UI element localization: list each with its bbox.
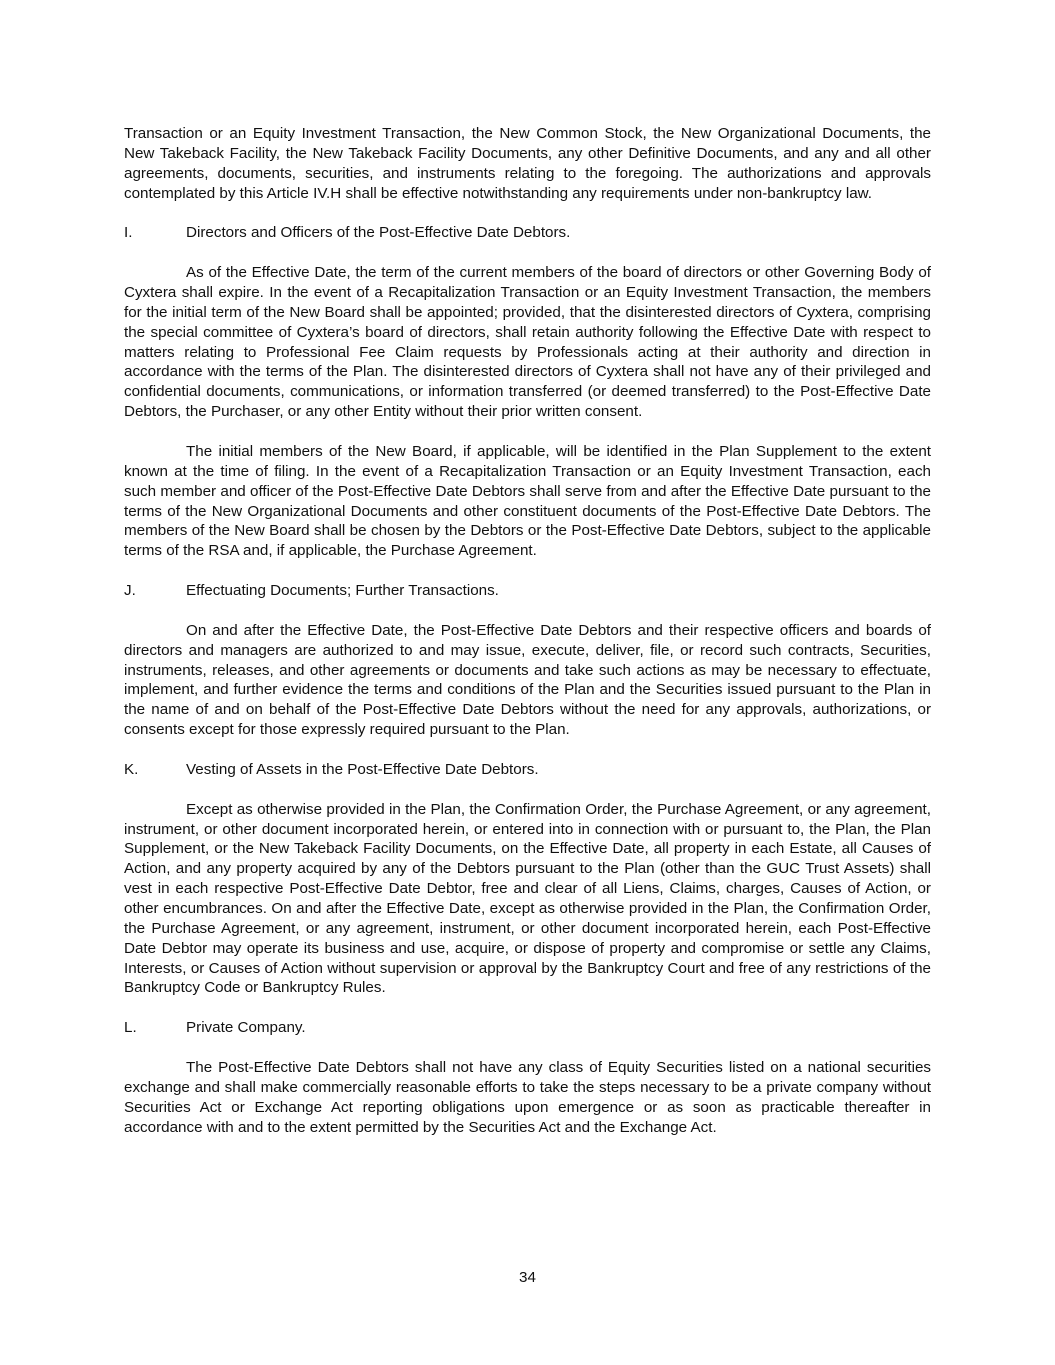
section-title: Directors and Officers of the Post-Effective Date Debtors. — [186, 224, 571, 242]
section-title: Vesting of Assets in the Post-Effective Date Debtors. — [186, 760, 539, 778]
section-letter: I. — [124, 224, 133, 242]
section-heading-i — [124, 223, 931, 243]
section-title: Private Company. — [186, 1019, 306, 1037]
section-heading-j — [124, 581, 931, 601]
section-i-paragraph-1: As of the Effective Date, the term of the current members of the board of directors or other Governing Body of Cyxtera shall expire. In the event of a Recapitalization Transaction or an Equity Investment Transaction, the members for the initial term of the New Board shall be appointed; provided, that the disinterested directors of Cyxtera, comprising the special committee of Cyxtera’s board of directors, shall retain authority following the Effective Date with respect to matters relating to Professional Fee Claim requests by Professionals acting at their authority and direction in accordance with the terms of the Plan. The disinterested directors of Cyxtera shall not have any of their privileged and confidential documents, communications, or information transferred (or deemed transferred) to the Post-Effective Date Debtors, the Purchaser, or any other Entity without their prior written consent. — [124, 264, 931, 421]
document-body — [124, 124, 931, 1137]
section-letter: L. — [124, 1019, 137, 1037]
section-k-paragraph-1: Except as otherwise provided in the Plan, the Confirmation Order, the Purchase Agreement, or any agreement, instrument, or other document incorporated herein, or entered into in connection with or pursuant to, the Plan, the Plan Supplement, or the New Takeback Facility Documents, on the Effective Date, all property in each Estate, all Causes of Action, and any property acquired by any of the Debtors pursuant to the Plan (other than the GUC Trust Assets) shall vest in each respective Post-Effective Date Debtor, free and clear of all Liens, Claims, charges, Causes of Action, or other encumbrances. On and after the Effective Date, except as otherwise provided in the Plan, the Confirmation Order, the Purchase Agreement, or any agreement, instrument, or other document incorporated herein, each Post-Effective Date Debtor may operate its business and use, acquire, or dispose of property and compromise or settle any Claims, Interests, or Causes of Action without supervision or approval by the Bankruptcy Court and free of any restrictions of the Bankruptcy Code or Bankruptcy Rules. — [124, 800, 931, 997]
section-heading-l — [124, 1018, 931, 1038]
section-heading-k — [124, 760, 931, 780]
section-letter: K. — [124, 760, 139, 778]
section-j-paragraph-1: On and after the Effective Date, the Post-Effective Date Debtors and their respective officers and boards of directors and managers are authorized to and may issue, execute, deliver, file, or record such contracts, Securities, instruments, releases, and other agreements or documents and take such actions as may be necessary to effectuate, implement, and further evidence the terms and conditions of the Plan and the Securities issued pursuant to the Plan in the name of and on behalf of the Post-Effective Date Debtors without the need for any approvals, authorizations, or consents except for those expressly required pursuant to the Plan. — [124, 621, 931, 739]
section-l-paragraph-1: The Post-Effective Date Debtors shall not have any class of Equity Securities listed on a national securities exchange and shall make commercially reasonable efforts to take the steps necessary to be a private company without Securities Act or Exchange Act reporting obligations upon emergence or as soon as practicable thereafter in accordance with and to the extent permitted by the Securities Act and the Exchange Act. — [124, 1059, 931, 1136]
section-letter: J. — [124, 582, 136, 600]
section-i-paragraph-2: The initial members of the New Board, if applicable, will be identified in the Plan Supplement to the extent known at the time of filing. In the event of a Recapitalization Transaction or an Equity Investment Transaction, each such member and officer of the Post-Effective Date Debtors shall serve from and after the Effective Date pursuant to the terms of the New Organizational Documents and other constituent documents of the Post-Effective Date Debtors. The members of the New Board shall be chosen by the Debtors or the Post-Effective Date Debtors, subject to the applicable terms of the RSA and, if applicable, the Purchase Agreement. — [124, 442, 931, 560]
page-number: 34 — [519, 1269, 536, 1286]
section-title: Effectuating Documents; Further Transactions. — [186, 582, 499, 600]
opening-paragraph: Transaction or an Equity Investment Transaction, the New Common Stock, the New Organizational Documents, the New Takeback Facility, the New Takeback Facility Documents, any other Definitive Documents, and any and all other agreements, documents, securities, and instruments relating to the foregoing. The authorizations and approvals contemplated by this Article IV.H shall be effective notwithstanding any requirements under non-bankruptcy law. — [124, 125, 931, 202]
